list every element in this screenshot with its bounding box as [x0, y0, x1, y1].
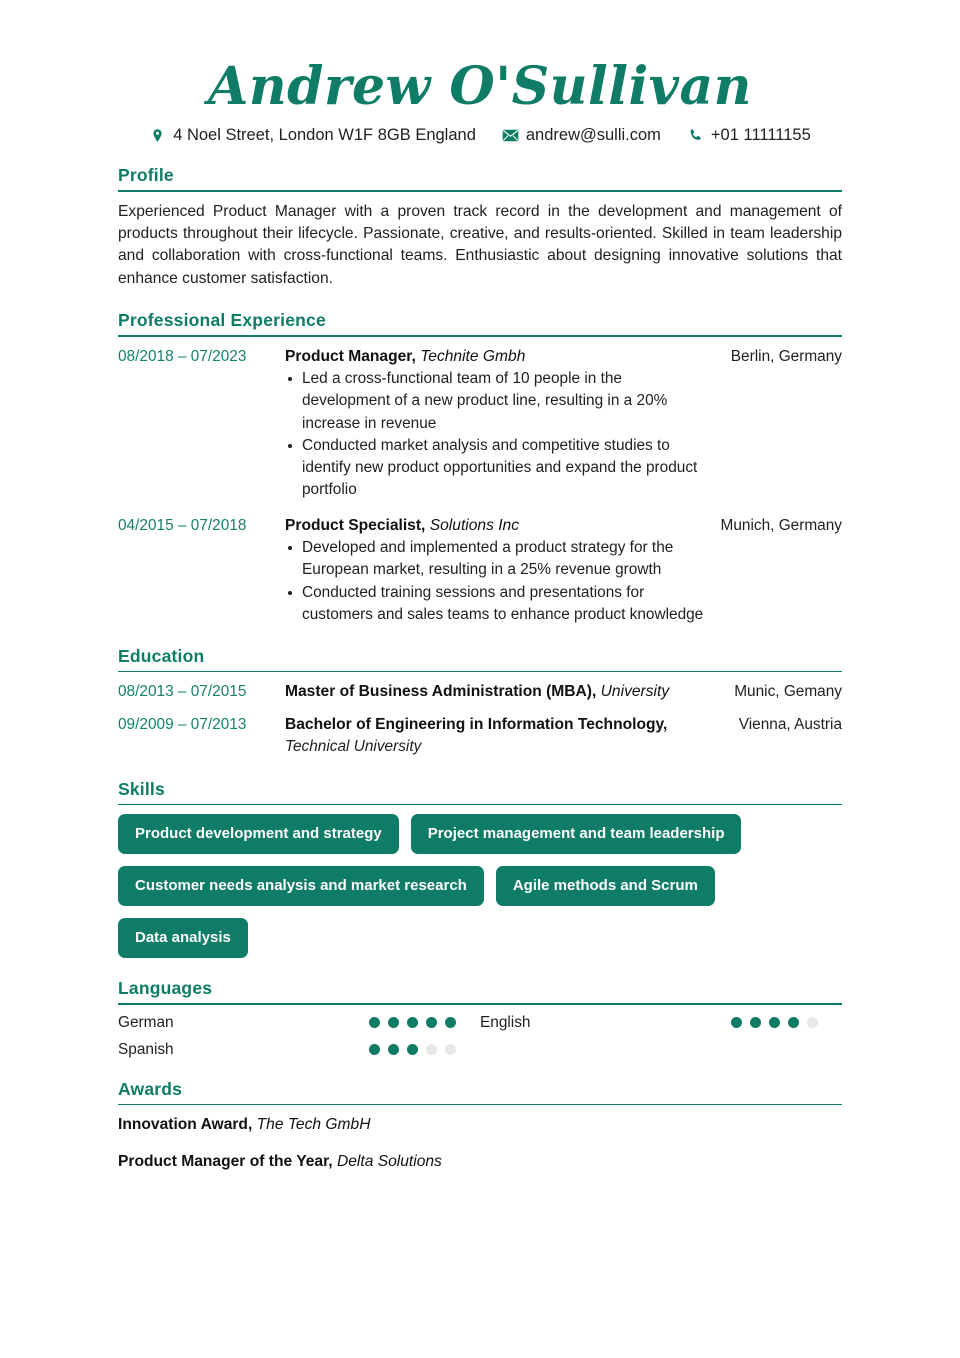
awards-heading: Awards	[118, 1078, 183, 1099]
location-pin-icon	[149, 127, 166, 144]
profile-text: Experienced Product Manager with a proven track record in the development and management of products throughout their lifecycle. Passionate, creative, and results-oriented. Skilled in team leadership and collaboration with cross-functional teams. Enthusiastic about designing innovative solutions that enhance customer satisfaction.	[118, 202, 842, 287]
profile-divider	[118, 190, 842, 192]
skill-chip: Customer needs analysis and market research	[118, 866, 484, 906]
level-dot-filled	[388, 1017, 399, 1028]
profile-heading: Profile	[118, 165, 174, 185]
language-level-dots	[369, 1017, 456, 1028]
phone-text: +01 11111155	[710, 126, 811, 144]
level-dot-filled	[426, 1017, 437, 1028]
language-item	[480, 1014, 842, 1032]
education-entry	[118, 714, 842, 759]
education-degree: Bachelor of Engineering in Information Technology,	[285, 715, 668, 733]
award-org: Delta Solutions	[336, 1152, 442, 1170]
experience-bullet-list	[285, 537, 708, 625]
section-skills	[118, 779, 842, 959]
language-name: Spanish	[118, 1040, 174, 1058]
envelope-icon	[502, 127, 519, 144]
education-entry	[118, 681, 842, 704]
level-dot-filled	[445, 1017, 456, 1028]
phone-icon	[687, 127, 704, 144]
language-item	[118, 1041, 480, 1059]
education-location: Vienna, Austria	[738, 715, 842, 733]
language-level-dots	[731, 1017, 818, 1028]
education-degree-line	[285, 714, 708, 737]
experience-dates: 04/2015 – 07/2018	[118, 516, 247, 534]
contact-address	[149, 126, 476, 145]
education-details	[285, 681, 718, 704]
education-school: University	[600, 683, 670, 701]
experience-job-title: Product Specialist,	[285, 516, 426, 534]
languages-divider	[118, 1003, 842, 1005]
education-school: Technical University	[285, 738, 422, 756]
section-profile	[118, 165, 842, 290]
skill-chip: Data analysis	[118, 918, 248, 958]
experience-heading: Professional Experience	[118, 310, 326, 331]
experience-divider	[118, 335, 842, 337]
awards-divider	[118, 1104, 842, 1106]
contact-row	[118, 126, 842, 145]
experience-details	[285, 515, 718, 626]
education-dates: 08/2013 – 07/2015	[118, 683, 247, 701]
languages-heading: Languages	[118, 978, 213, 999]
experience-location: Munich, Germany	[720, 516, 842, 534]
education-dates: 09/2009 – 07/2013	[118, 715, 247, 733]
award-item	[118, 1151, 842, 1174]
language-name: German	[118, 1013, 174, 1031]
award-title: Product Manager of the Year,	[118, 1152, 333, 1170]
experience-company: Solutions Inc	[429, 516, 520, 534]
education-heading: Education	[118, 645, 205, 666]
list-item: Led a cross-functional team of 10 people in the development of a new product line, resulting in a 20% increase in revenue	[285, 368, 708, 434]
list-item: Conducted market analysis and competitive studies to identify new product opportunities and expand the product portfolio	[285, 435, 708, 501]
section-education	[118, 646, 842, 759]
award-item	[118, 1114, 842, 1137]
level-dot-filled	[750, 1017, 761, 1028]
experience-title-line	[285, 346, 708, 369]
language-item	[118, 1014, 480, 1032]
skill-chip: Agile methods and Scrum	[496, 866, 715, 906]
contact-email[interactable]	[502, 126, 661, 145]
experience-location: Berlin, Germany	[730, 347, 842, 365]
section-experience	[118, 310, 842, 626]
award-title: Innovation Award,	[118, 1116, 253, 1134]
skills-divider	[118, 804, 842, 806]
experience-bullet-list	[285, 368, 708, 501]
skill-chip: Product development and strategy	[118, 814, 399, 854]
level-dot-filled	[769, 1017, 780, 1028]
language-level-dots	[369, 1044, 456, 1055]
experience-details	[285, 346, 718, 501]
level-dot-filled	[388, 1044, 399, 1055]
level-dot-empty	[445, 1044, 456, 1055]
email-text: andrew@sulli.com	[525, 126, 661, 144]
education-degree-line	[285, 681, 708, 704]
education-details	[285, 714, 718, 759]
level-dot-filled	[788, 1017, 799, 1028]
education-divider	[118, 671, 842, 673]
education-location: Munic, Gemany	[734, 683, 842, 701]
education-degree: Master of Business Administration (MBA),	[285, 683, 597, 701]
level-dot-empty	[426, 1044, 437, 1055]
list-item: Conducted training sessions and presentations for customers and sales teams to enhance product knowledge	[285, 582, 708, 626]
experience-job-title: Product Manager,	[285, 347, 416, 365]
section-languages	[118, 978, 842, 1059]
experience-title-line	[285, 515, 708, 538]
skill-chip: Project management and team leadership	[411, 814, 742, 854]
skills-heading: Skills	[118, 778, 165, 799]
contact-phone[interactable]	[687, 126, 811, 145]
experience-company: Technite Gmbh	[420, 347, 526, 365]
language-grid-spacer	[480, 1041, 842, 1059]
candidate-name: Andrew O'Sullivan	[208, 56, 752, 117]
level-dot-empty	[807, 1017, 818, 1028]
level-dot-filled	[407, 1044, 418, 1055]
skills-chip-list	[118, 814, 842, 958]
level-dot-filled	[407, 1017, 418, 1028]
award-org: The Tech GmbH	[256, 1116, 371, 1134]
experience-dates: 08/2018 – 07/2023	[118, 347, 247, 365]
level-dot-filled	[731, 1017, 742, 1028]
language-name: English	[480, 1013, 531, 1031]
list-item: Developed and implemented a product strategy for the European market, resulting in a 25% revenue growth	[285, 537, 708, 581]
experience-entry	[118, 515, 842, 626]
languages-grid	[118, 1014, 842, 1059]
experience-entry	[118, 346, 842, 501]
address-text: 4 Noel Street, London W1F 8GB England	[173, 126, 476, 144]
resume-header	[118, 0, 842, 145]
level-dot-filled	[369, 1017, 380, 1028]
level-dot-filled	[369, 1044, 380, 1055]
section-awards	[118, 1079, 842, 1174]
